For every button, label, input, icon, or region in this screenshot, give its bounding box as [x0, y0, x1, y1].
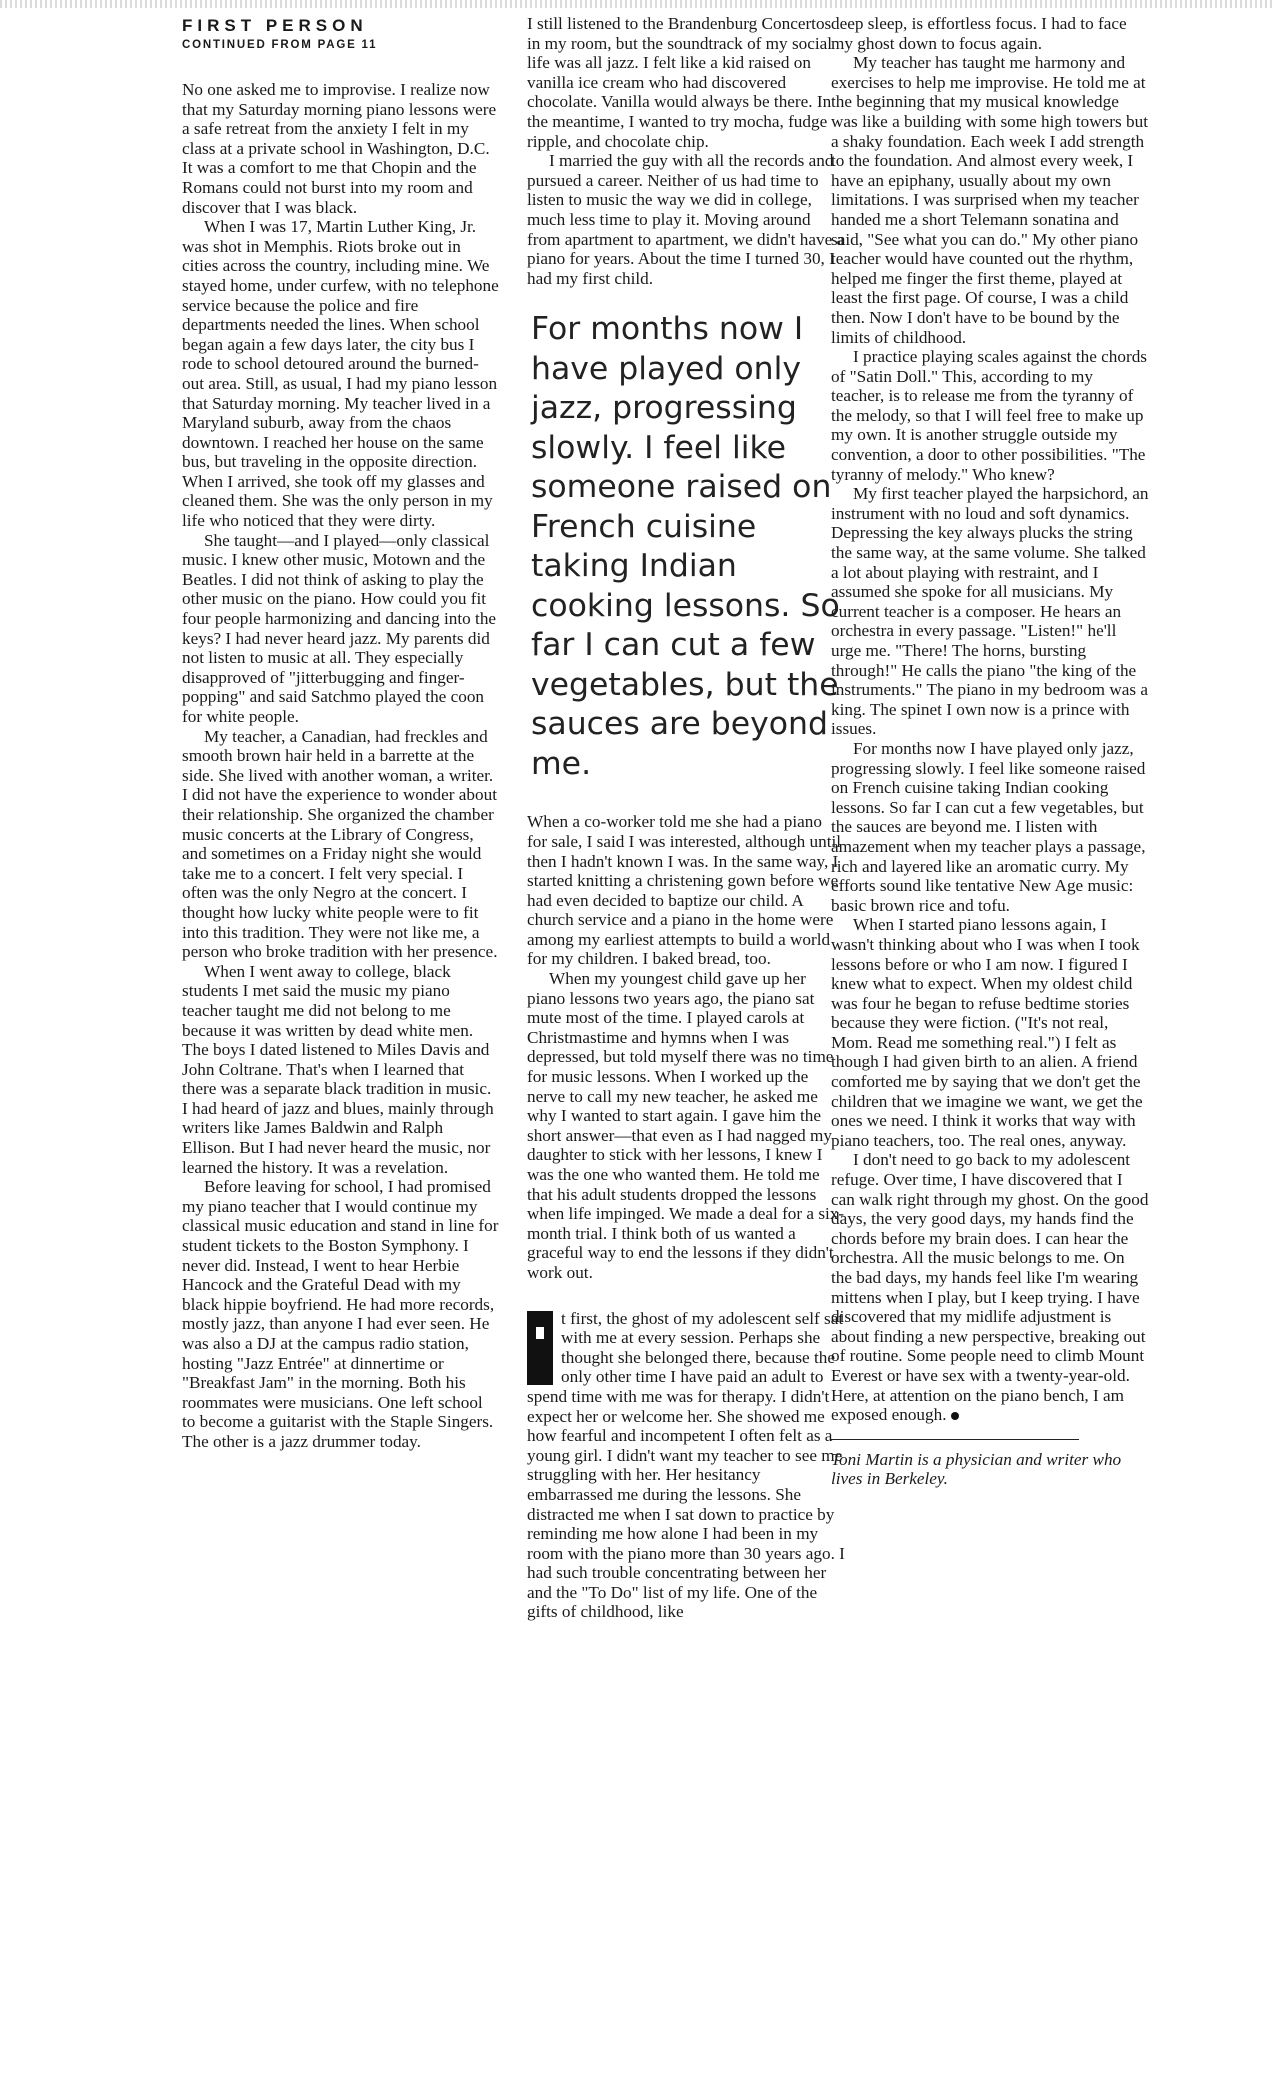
- column-2: [527, 14, 845, 1622]
- paragraph: No one asked me to improvise. I realize now that my Saturday morning piano lessons were a safe retreat from the anxiety I felt in my class at a private school in Washington, D.C. It was a comfort to me that Chopin and the Romans could not burst into my room and discover that I was black.: [182, 80, 497, 217]
- paragraph: Before leaving for school, I had promised my piano teacher that I would continue my classical music education and stand in line for student tickets to the Boston Symphony. I never did. Instead, I went to hear Herbie Hancock and the Grateful Dead with my black hippie boyfriend. He had more records, mostly jazz, than anyone I had ever seen. He was also a DJ at the campus radio station, hosting "Jazz Entrée" at dinnertime or "Breakfast Jam" in the morning. Both his roommates were musicians. One left school to become a guitarist with the Staple Singers. The other is a jazz drummer today.: [182, 1177, 499, 1451]
- column-3: [831, 14, 1149, 1489]
- dropcap-paragraph-text: t first, the ghost of my adolescent self sat with me at every session. Perhaps she thought she belonged there, because the only other time I have paid an adult to spend time with me was for therapy. I didn't expect her or welcome her. She showed me how fearful and incompetent I often felt as a young girl. I didn't want my teacher to see me struggling with her. Her hesitancy embarrassed me during the lessons. She distracted me when I sat down to practice by reminding me how alone I had been in my room with the piano more than 30 years ago. I had such trouble concentrating between her and the "To Do" list of my life. One of the gifts of childhood, like: [527, 1308, 845, 1622]
- drop-cap-letter: [527, 1311, 553, 1385]
- paragraph: My teacher, a Canadian, had freckles and smooth brown hair held in a barrette at the side. She lived with another woman, a writer. I did not have the experience to wonder about their relationship. She organized the chamber music concerts at the Library of Congress, and sometimes on a Friday night she would take me to a concert. I felt very special. I often was the only Negro at the concert. I thought how lucky white people were to fit into this tradition. They were not like me, a person who broke tradition with her presence.: [182, 726, 498, 962]
- paragraph: My teacher has taught me harmony and exercises to help me improvise. He told me at the beginning that my musical knowledge was like a building with some high towers but a shaky foundation. Each week I add strength to the foundation. And almost every week, I have an epiphany, usually about my own limitations. I was surprised when my teacher handed me a short Telemann sonatina and said, "See what you can do." My other piano teacher would have counted out the rhythm, helped me finger the first theme, played at least the first page. Of course, I was a child then. Now I don't have to be bound by the limits of childhood.: [831, 53, 1148, 347]
- scan-edge-texture: [0, 0, 1275, 8]
- paragraph: When I went away to college, black students I met said the music my piano teacher taught me did not belong to me because it was written by dead white men. The boys I dated listened to Miles Davis and John Coltrane. That's when I learned that there was a separate black tradition in music. I had heard of jazz and blues, mainly through writers like James Baldwin and Ralph Ellison. But I had never heard the music, nor learned the history. It was a revelation.: [182, 961, 494, 1177]
- paragraph: When I started piano lessons again, I wasn't thinking about who I was when I took lessons before or who I am now. I figured I knew what to expect. When my oldest child was four he began to refuse bedtime stories because they were fiction. ("It's not real, Mom. Read me something real.") I felt as though I had given birth to an alien. A friend comforted me by saying that we don't get the children that we imagine we want, we get the ones we need. I think it works that way with piano teachers, too. The real ones, anyway.: [831, 915, 1143, 1150]
- section-kicker: FIRST PERSON: [182, 16, 368, 35]
- pull-quote: For months now I have played only jazz, progressing slowly. I feel like someone raised on French cuisine taking Indian cooking lessons. So far I can cut a few vegetables, but the sauces are beyond me.: [531, 311, 840, 782]
- final-paragraph: [831, 1150, 1149, 1424]
- dropcap-paragraph: [527, 1309, 845, 1623]
- paragraph: I married the guy with all the records and pursued a career. Neither of us had time to listen to music the way we did in college, much less time to play it. Moving around from apartment to apartment, we didn't have a piano for years. About the time I turned 30, I had my first child.: [527, 151, 845, 288]
- paragraph: My first teacher played the harpsichord, an instrument with no loud and soft dynamics. Depressing the key always plucks the string the same way, at the same volume. She talked a lot about playing with restraint, and I assumed she spoke for all musicians. My current teacher is a composer. He hears an orchestra in every passage. "Listen!" he'll urge me. "There! The horns, bursting through!" He calls the piano "the king of the instruments." The piano in my bedroom was a king. The spinet I own now is a prince with issues.: [831, 484, 1149, 739]
- paragraph: deep sleep, is effortless focus. I had to face my ghost down to focus again.: [831, 14, 1127, 53]
- paragraph: When I was 17, Martin Luther King, Jr. was shot in Memphis. Riots broke out in cities across the country, including mine. We stayed home, under curfew, with no telephone service because the police and fire departments needed the lines. When school began again a few days later, the city bus I rode to school detoured around the burned-out area. Still, as usual, I had my piano lesson that Saturday morning. My teacher lived in a Maryland suburb, away from the chaos downtown. I reached her house on the same bus, but traveling in the opposite direction. When I arrived, she took off my glasses and cleaned them. She was the only person in my life who noticed that they were dirty.: [182, 217, 499, 531]
- end-mark-icon: [951, 1412, 959, 1420]
- paragraph: For months now I have played only jazz, progressing slowly. I feel like someone raised on French cuisine taking Indian cooking lessons. So far I can cut a few vegetables, but the sauces are beyond me. I listen with amazement when my teacher plays a passage, rich and layered like an aromatic curry. My efforts sound like tentative New Age music: basic brown rice and tofu.: [831, 738, 1146, 915]
- paragraph: I still listened to the Brandenburg Concertos in my room, but the soundtrack of my social life was all jazz. I felt like a kid raised on vanilla ice cream who had discovered chocolate. Vanilla would always be there. In the meantime, I wanted to try mocha, fudge ripple, and chocolate chip.: [527, 14, 833, 151]
- paragraph: I practice playing scales against the chords of "Satin Doll." This, according to my teacher, is to release me from the tyranny of the melody, so that I will feel free to make up my own. It is another struggle outside my convention, a door to other possibilities. "The tyranny of melody." Who knew?: [831, 347, 1147, 484]
- paragraph: When a co-worker told me she had a piano for sale, I said I was interested, although until then I hadn't known I was. In the same way, I started knitting a christening gown before we had even decided to baptize our child. A church service and a piano in the home were among my earliest attempts to build a world for my children. I baked bread, too.: [527, 812, 842, 969]
- author-bio: Toni Martin is a physician and writer who lives in Berkeley.: [831, 1449, 1122, 1489]
- continued-from-label: CONTINUED FROM PAGE 11: [182, 39, 378, 51]
- final-paragraph-text: I don't need to go back to my adolescent refuge. Over time, I have discovered that I can walk right through my ghost. On the good days, the very good days, my hands find the chords before my brain does. I can hear the orchestra. All the music belongs to me. On the bad days, my hands feel like I'm wearing mittens when I play, but I keep trying. I have discovered that my midlife adjustment is about finding a new perspective, breaking out of routine. Some people need to climb Mount Everest or have sex with a twenty-year-old. Here, at attention on the piano bench, I am exposed enough.: [831, 1150, 1149, 1425]
- column-1: [182, 14, 500, 1452]
- paragraph: She taught—and I played—only classical music. I knew other music, Motown and the Beatles. I did not think of asking to play the other music on the piano. How could you fit four people harmonizing and dancing into the keys? I had never heard jazz. My parents did not listen to music at all. They especially disapproved of "jitterbugging and finger-popping" and said Satchmo played the coon for white people.: [182, 530, 497, 726]
- bio-divider: [831, 1439, 1079, 1440]
- paragraph: When my youngest child gave up her piano lessons two years ago, the piano sat mute most of the time. I played carols at Christmastime and hymns when I was depressed, but told myself there was no time for music lessons. When I worked up the nerve to call my new teacher, he asked me why I wanted to start again. I gave him the short answer—that even as I had nagged my daughter to stick with her lessons, I knew I was the one who wanted them. He told me that his adult students dropped the lessons when life impinged. We made a deal for a six-month trial. I think both of us wanted a graceful way to end the lessons if they didn't work out.: [527, 969, 845, 1282]
